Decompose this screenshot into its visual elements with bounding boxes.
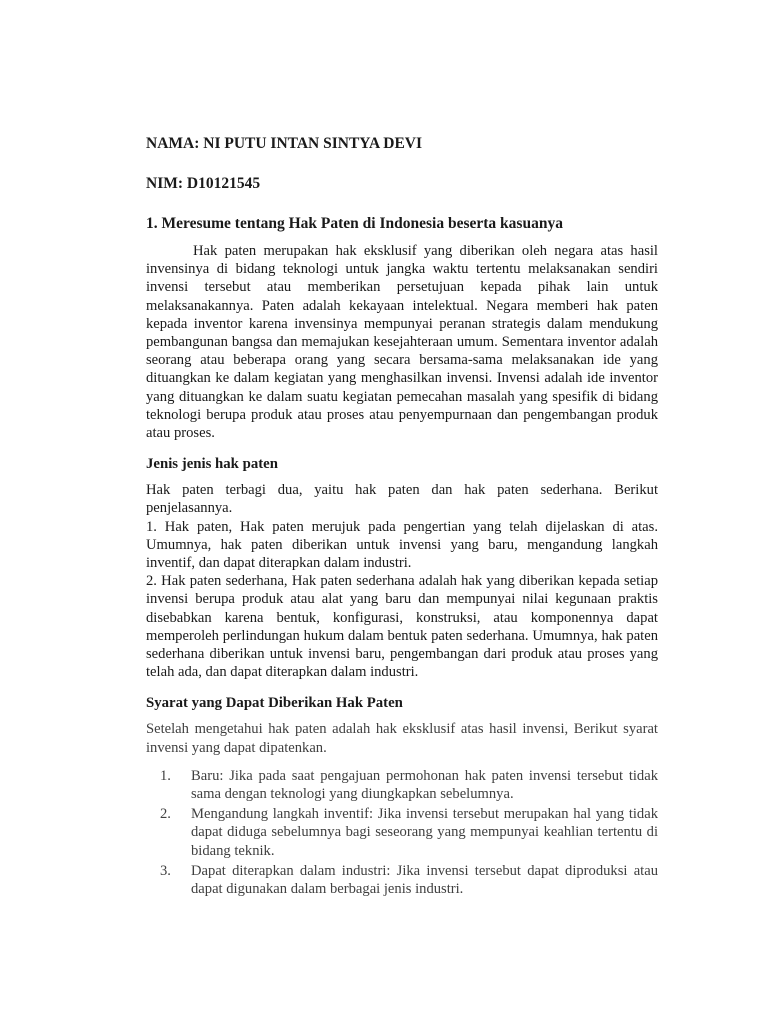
list-item-number: 2. xyxy=(160,806,171,823)
list-item-text: Dapat diterapkan dalam industri: Jika invensi tersebut dapat diproduksi atau dapat digunakan dalam berbagai jenis industri. xyxy=(191,862,658,898)
jenis-intro: Hak paten terbagi dua, yaitu hak paten dan hak paten sederhana. Berikut penjelasannya. xyxy=(146,482,658,517)
student-nim: NIM: D10121545 xyxy=(146,175,261,192)
jenis-item-2: 2. Hak paten sederhana, Hak paten sederhana adalah hak yang diberikan kepada setiap invensi berupa produk atau alat yang baru dan mempunyai nilai kegunaan praktis disebabkan karena bentuk, konfigurasi, konstruksi, atau komponennya dapat memperoleh perlindungan hukum dalam bentuk paten sederhana. Umumnya, hak paten sederhana diberikan untuk invensi baru, pengembangan dari produk atau proses yang telah ada, dan dapat diterapkan dalam industri. xyxy=(146,573,658,681)
list-item-number: 1. xyxy=(160,767,171,784)
jenis-item-1: 1. Hak paten, Hak paten merujuk pada pengertian yang telah dijelaskan di atas. Umumnya, hak paten diberikan untuk invensi yang baru, mengandung langkah inventif, dan dapat diterapkan dalam industri. xyxy=(146,518,658,572)
list-item-number: 3. xyxy=(160,862,171,879)
section-1-title: 1. Meresume tentang Hak Paten di Indonesia beserta kasuanya xyxy=(146,215,563,232)
syarat-title: Syarat yang Dapat Diberikan Hak Paten xyxy=(146,695,403,712)
list-item xyxy=(146,862,658,898)
syarat-list xyxy=(146,767,658,898)
syarat-intro: Setelah mengetahui hak paten adalah hak eksklusif atas hasil invensi, Berikut syarat invensi yang dapat dipatenkan. xyxy=(146,721,658,756)
jenis-title: Jenis jenis hak paten xyxy=(146,456,278,473)
document-page xyxy=(146,134,658,900)
list-item-text: Mengandung langkah inventif: Jika invensi tersebut merupakan hal yang tidak dapat diduga sebelumnya bagi seseorang yang mempunyai keahlian tertentu di bidang teknik. xyxy=(191,806,658,859)
list-item xyxy=(146,767,658,803)
list-item-text: Baru: Jika pada saat pengajuan permohonan hak paten invensi tersebut tidak sama dengan teknologi yang diungkapkan sebelumnya. xyxy=(191,767,658,803)
student-name: NAMA: NI PUTU INTAN SINTYA DEVI xyxy=(146,135,423,152)
list-item xyxy=(146,805,658,860)
section-1-paragraph: Hak paten merupakan hak eksklusif yang diberikan oleh negara atas hasil invensinya di bidang teknologi untuk jangka waktu tertentu melaksanakan sendiri invensi tersebut atau memberikan persetujuan kepada pihak lain untuk melaksanakannya. Paten adalah kekayaan intelektual. Negara memberi hak paten kepada inventor karena invensinya mempunyai peranan strategis dalam mendukung pembangunan bangsa dan memajukan kesejahteraan umum. Sementara inventor adalah seorang atau beberapa orang yang secara bersama-sama melaksanakan ide yang dituangkan ke dalam kegiatan yang menghasilkan invensi. Invensi adalah ide inventor yang dituangkan ke dalam suatu kegiatan pemecahan masalah yang spesifik di bidang teknologi berupa produk atau proses atau penyempurnaan dan pengembangan produk atau proses. xyxy=(146,243,658,442)
